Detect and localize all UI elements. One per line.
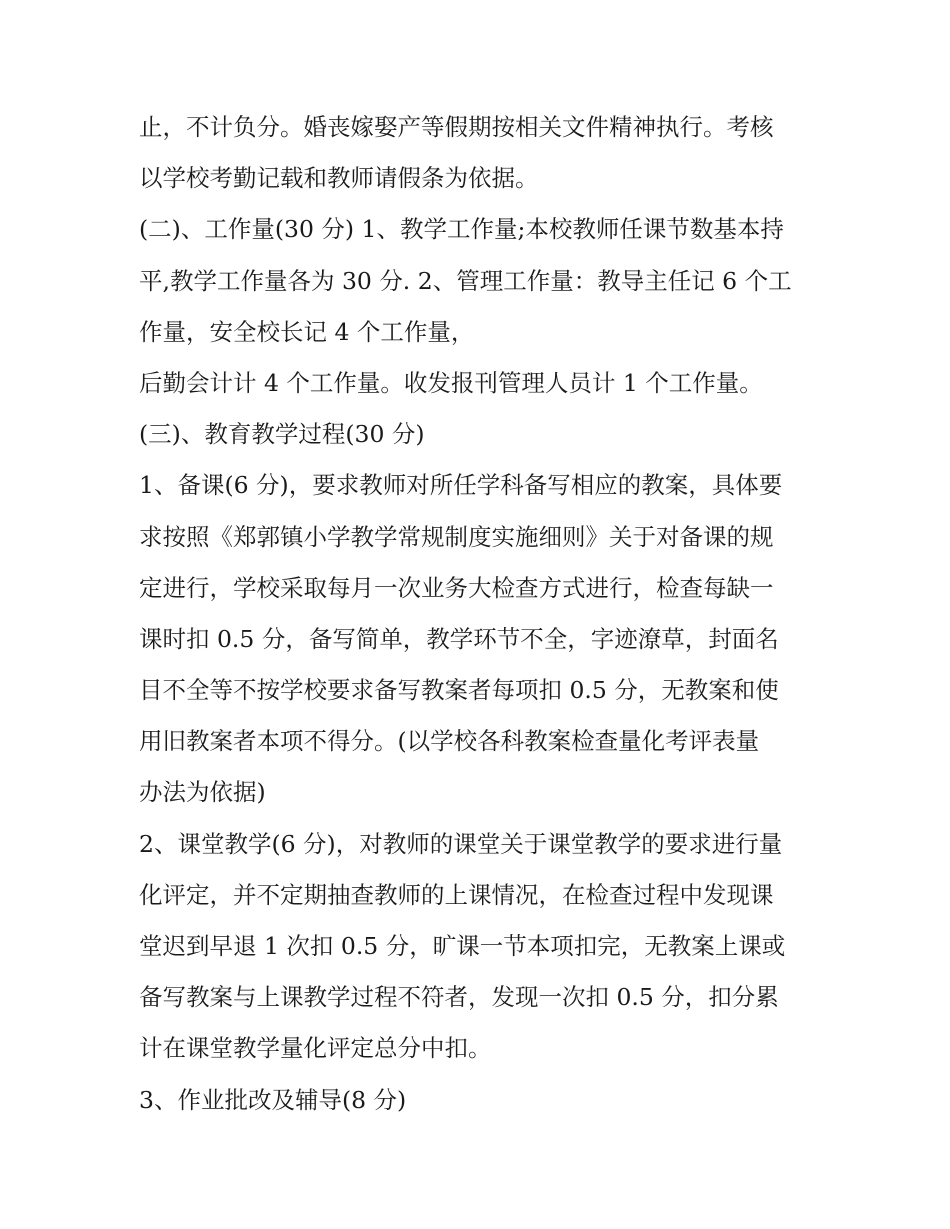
section-heading: 3、作业批改及辅导(8 分) [139,1085,407,1114]
section-heading: (三)、教育教学过程(30 分) [139,420,425,449]
text-line: 备写教案与上课教学过程不符者，发现一次扣 0.5 分，扣分累 [139,983,779,1012]
text-line: 求按照《郑郭镇小学教学常规制度实施细则》关于对备课的规 [139,522,774,551]
text-line: 止，不计负分。婚丧嫁娶产等假期按相关文件精神执行。考核 [139,113,774,141]
text-line: 平,教学工作量各为 30 分. 2、管理工作量：教导主任记 6 个工 [139,266,792,295]
text-line: 作量，安全校长记 4 个工作量， [139,317,475,346]
text-line: 用旧教案者本项不得分。(以学校各科教案检查量化考评表量 [139,727,760,756]
text-line: 目不全等不按学校要求备写教案者每项扣 0.5 分，无教案和使 [139,676,779,705]
text-line: 定进行，学校采取每月一次业务大检查方式进行，检查每缺一 [139,573,774,602]
text-line: 计在课堂教学量化评定总分中扣。 [139,1034,492,1063]
text-line: 1、备课(6 分)，要求教师对所任学科备写相应的教案，具体要 [139,471,783,500]
text-line: 2、课堂教学(6 分)，对教师的课堂关于课堂教学的要求进行量 [139,829,783,858]
text-line: 以学校考勤记载和教师请假条为依据。 [139,164,539,193]
text-line: 化评定，并不定期抽查教师的上课情况，在检查过程中发现课 [139,880,774,909]
text-line: 后勤会计计 4 个工作量。收发报刊管理人员计 1 个工作量。 [139,368,763,397]
text-line: 堂迟到早退 1 次扣 0.5 分，旷课一节本项扣完，无教案上课或 [139,932,786,960]
text-line: 课时扣 0.5 分，备写简单，教学环节不全，字迹潦草，封面名 [139,624,779,653]
text-line: (二)、工作量(30 分) 1、教学工作量;本校教师任课节数基本持 [139,215,784,244]
text-line: 办法为依据) [139,778,266,807]
body-text [139,102,829,1126]
